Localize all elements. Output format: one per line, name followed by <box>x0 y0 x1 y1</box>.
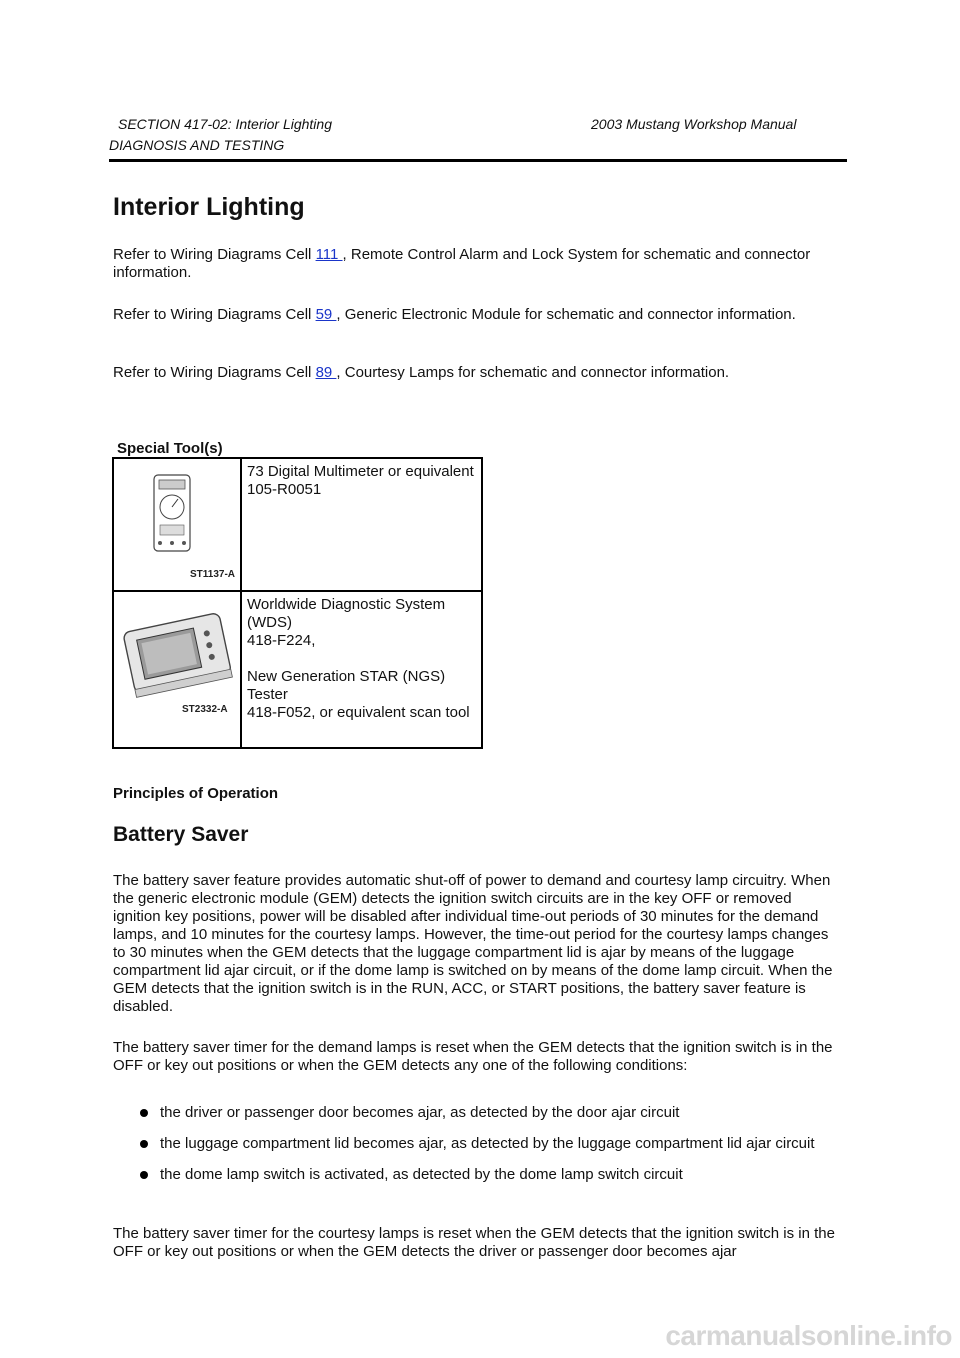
header-divider <box>109 159 847 162</box>
multimeter-image-cell <box>113 458 241 591</box>
tool-row <box>113 591 482 748</box>
tool-description-line: New Generation STAR (NGS) Tester <box>247 668 446 703</box>
list-item-text: the dome lamp switch is activated, as detected by the dome lamp switch circuit <box>160 1166 683 1183</box>
header-subsection: DIAGNOSIS AND TESTING <box>109 137 285 153</box>
bullet-icon <box>140 1140 148 1148</box>
multimeter-illustration <box>114 459 240 585</box>
battery-saver-heading: Battery Saver <box>113 823 249 846</box>
wiring-cell-89-link[interactable]: 89 <box>315 364 337 381</box>
reset-conditions-list <box>140 1102 840 1195</box>
multimeter-description <box>241 458 482 591</box>
tool-row <box>113 458 482 591</box>
bullet-icon <box>140 1109 148 1117</box>
ref-2-post: , Generic Electronic Module for schematic and connector information. <box>336 306 796 323</box>
wds-image-cell <box>113 591 241 748</box>
wds-tester-illustration <box>114 592 240 742</box>
list-item-text: the driver or passenger door becomes ajar, as detected by the door ajar circuit <box>160 1104 680 1121</box>
tool-image-label: ST2332-A <box>182 704 228 715</box>
wds-description <box>241 591 482 748</box>
ref-1-pre: Refer to Wiring Diagrams Cell <box>113 246 316 263</box>
ref-paragraph-1 <box>113 246 833 282</box>
tool-description-line: Worldwide Diagnostic System (WDS) <box>247 596 446 631</box>
special-tools-heading: Special Tool(s) <box>117 440 223 457</box>
header-manual: 2003 Mustang Workshop Manual <box>591 116 797 132</box>
battery-saver-paragraph-1: The battery saver feature provides automatic shut-off of power to demand and courtesy lamp circuitry. When the generic electronic module (GEM) detects the ignition switch circuits are in the key OFF or removed ignition key positions, power will be disabled after individual time-out periods of 30 minutes for the demand lamps, and 10 minutes for the courtesy lamps. However, the time-out period for the courtesy lamps changes to 30 minutes when the GEM detects that the luggage compartment lid is ajar by means of the luggage compartment lid ajar circuit, or if the dome lamp is switched on by means of the dome lamp circuit. When the GEM detects that the ignition switch is in the RUN, ACC, or START positions, the battery saver feature is disabled. <box>113 872 833 1015</box>
tool-part-number: 418-F224, <box>247 632 316 649</box>
battery-saver-paragraph-3: The battery saver timer for the courtesy lamps is reset when the GEM detects that the ignition switch is in the OFF or key out positions or when the GEM detects the driver or passenger door becomes ajar <box>113 1225 835 1260</box>
header-section: SECTION 417-02: Interior Lighting <box>118 116 332 132</box>
list-item-text: the luggage compartment lid becomes ajar, as detected by the luggage compartment lid ajar circuit <box>160 1135 815 1152</box>
ref-3-post: , Courtesy Lamps for schematic and connector information. <box>336 364 730 381</box>
special-tools-table <box>112 457 483 749</box>
battery-saver-paragraph-2: The battery saver timer for the demand lamps is reset when the GEM detects that the ignition switch is in the OFF or key out positions or when the GEM detects any one of the following conditions: <box>113 1039 833 1074</box>
ref-paragraph-2 <box>113 306 833 324</box>
tool-part-number: 418-F052, or equivalent scan tool <box>247 704 470 721</box>
tool-part-number: 105-R0051 <box>247 481 322 498</box>
ref-paragraph-3 <box>113 364 833 382</box>
tool-image-label: ST1137-A <box>190 569 236 580</box>
ref-3-pre: Refer to Wiring Diagrams Cell <box>113 364 316 381</box>
ref-1-post: , Remote Control Alarm and Lock System for schematic and connector information. <box>113 246 811 281</box>
ref-2-pre: Refer to Wiring Diagrams Cell <box>113 306 316 323</box>
list-item <box>140 1102 840 1124</box>
list-item <box>140 1133 840 1155</box>
watermark: carmanualsonline.info <box>665 1320 952 1351</box>
bullet-icon <box>140 1171 148 1179</box>
list-item <box>140 1164 840 1186</box>
principles-heading: Principles of Operation <box>113 785 279 802</box>
wiring-cell-59-link[interactable]: 59 <box>315 306 337 323</box>
wiring-cell-111-link[interactable]: 111 <box>315 246 343 263</box>
page-title: Interior Lighting <box>113 193 305 221</box>
tool-description-line: 73 Digital Multimeter or equivalent <box>247 463 474 480</box>
tool-spacer <box>247 650 476 668</box>
